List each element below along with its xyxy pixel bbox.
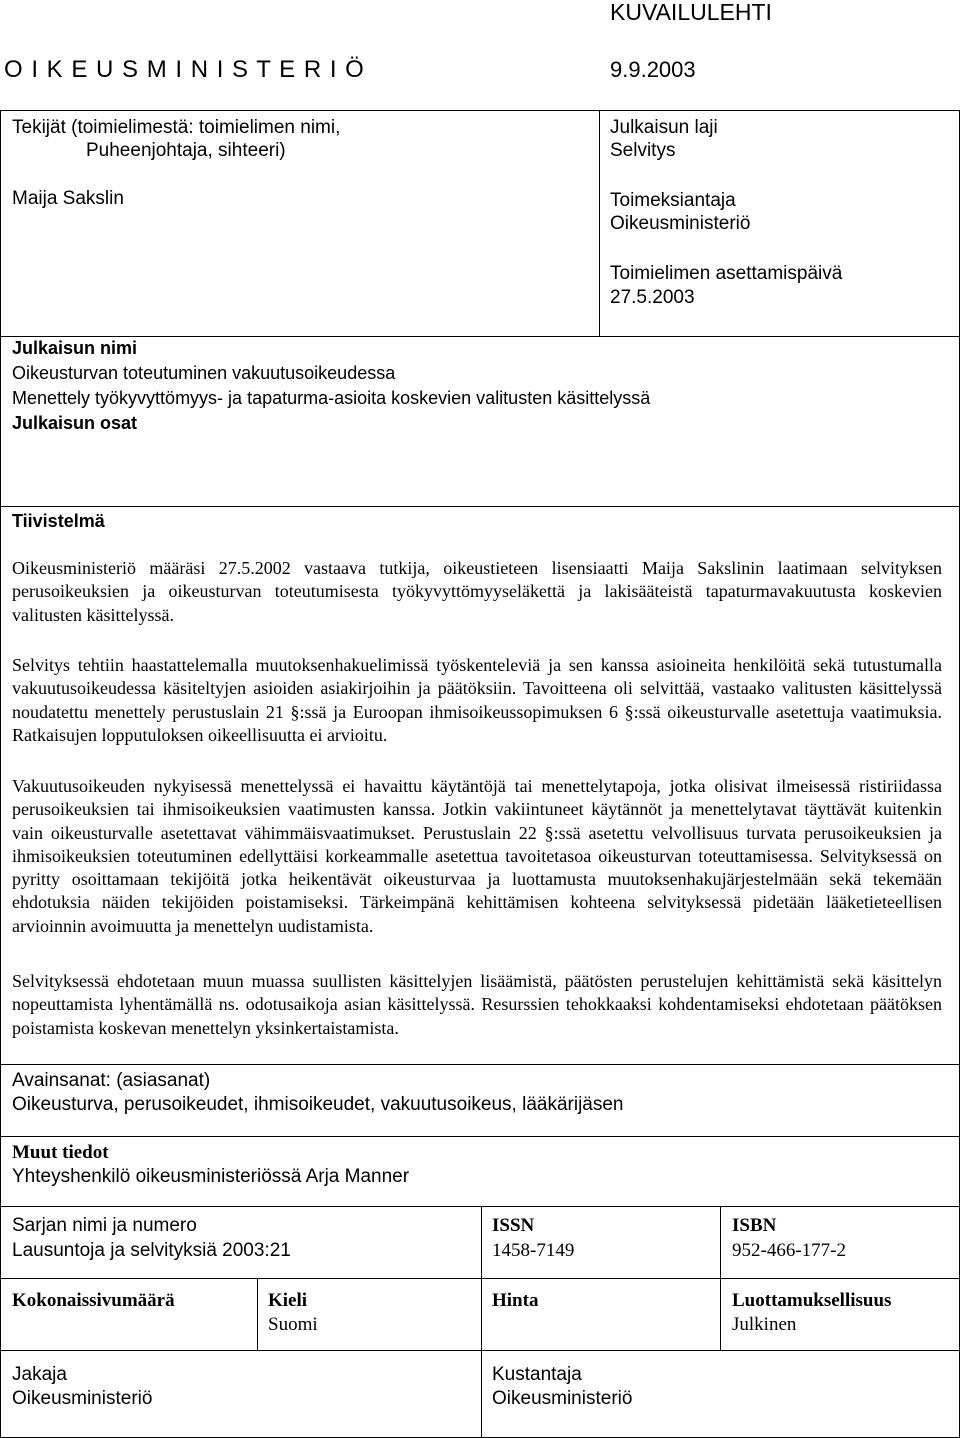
isbn-value: 952-466-177-2 [732,1240,846,1261]
issn-value: 1458-7149 [492,1240,575,1261]
commissioner-label: Toimeksiantaja [610,190,736,211]
doc-type: KUVAILULEHTI [610,0,772,25]
other-info-label: Muut tiedot [12,1142,109,1163]
appointed-value: 27.5.2003 [610,287,695,308]
other-info-value: Yhteyshenkilö oikeusministeriössä Arja Manner [12,1166,410,1187]
series-value: Lausuntoja ja selvityksiä 2003:21 [12,1240,291,1261]
isbn-label: ISBN [732,1215,777,1236]
distributor-label: Jakaja [12,1364,67,1385]
summary-paragraph-4: Selvityksessä ehdotetaan muun muassa suullisten käsittelyjen lisäämistä, päätösten perustelujen kehittämistä sekä käsittelyn nopeuttamista lyhentämällä ns. odotusaikoja asian käsittelyssä. Resurssien tehokkaaksi kohdentamiseksi ehdotetaan päätöksen poistamista koskevan menettelyn yksinkertaistamista. [12,971,942,1038]
summary-paragraph [12,970,942,1040]
publication-type-value: Selvitys [610,140,676,161]
publisher-label: Kustantaja [492,1364,582,1385]
publication-type-label: Julkaisun laji [610,117,718,138]
keywords-value: Oikeusturva, perusoikeudet, ihmisoikeudet, vakuutusoikeus, lääkärijäsen [12,1094,624,1115]
authors-label-line2: Puheenjohtaja, sihteeri) [86,140,286,161]
commissioner-value: Oikeusministeriö [610,213,751,234]
summary-paragraph-1: Oikeusministeriö määräsi 27.5.2002 vastaava tutkija, oikeustieteen lisensiaatti Maija Sakslinin laatimaan selvityksen perusoikeuksien ja oikeusturvan toteutumisesta työkyvyttömyyseläkettä ja lakisääteistä tapaturmavakuutusta koskevien valitusten käsittelyssä. [12,558,942,625]
ministry-name: O I K E U S M I N I S T E R I Ö [4,56,365,83]
keywords-label: Avainsanat: (asiasanat) [12,1070,211,1091]
appointed-label: Toimielimen asettamispäivä [610,263,843,284]
publication-title-line2: Menettely työkyvyttömyys- ja tapaturma-asioita koskevien valitusten käsittelyssä [12,388,651,408]
authors-name: Maija Sakslin [12,188,124,209]
summary-heading: Tiivistelmä [12,511,105,531]
pages-label: Kokonaissivumäärä [12,1290,175,1311]
document-date: 9.9.2003 [610,57,696,82]
confidentiality-label: Luottamuksellisuus [732,1290,892,1311]
language-label: Kieli [268,1290,308,1311]
summary-paragraph [12,557,942,627]
publication-name-label: Julkaisun nimi [12,338,138,358]
authors-label-line1: Tekijät (toimielimestä: toimielimen nimi, [12,117,341,138]
distributor-value: Oikeusministeriö [12,1388,153,1409]
language-value: Suomi [268,1314,318,1335]
summary-paragraph-3: Vakuutusoikeuden nykyisessä menettelyssä ei havaittu käytäntöjä tai menettelytapoja, jotka olisivat ilmeisessä ristiriidassa perusoikeuksien tai ihmisoikeuksien vaatimusten kanssa. Jotkin vakiintuneet käytännöt ja menettelytavat täyttävät kuitenkin vain oikeusturvalle asetettavat vähimmäisvaatimukset. Perustuslain 22 §:ssä asetettu velvollisuus turvata perusoikeuksien ja ihmisoikeuksien toteutuminen edellyttäisi korkeammalle asetettua tavoitetasoa oikeusturvan toteuttamisessa. Selvityksessä on pyritty osoittamaan tekijöitä jotka heikentävät oikeusturvaa ja luottamusta muutoksenhakujärjestelmään sekä tekemään ehdotuksia näiden tekijöiden poistamiseksi. Tärkeimpänä kehittämisen kohteena selvityksessä pidetään lääketieteellisen arvioinnin avoimuutta ja menettelyn uudistamista. [12,776,942,936]
issn-label: ISSN [492,1215,535,1236]
publication-parts-label: Julkaisun osat [12,413,138,433]
summary-paragraph-2: Selvitys tehtiin haastattelemalla muutoksenhakuelimissä työskenteleviä ja sen kanssa asioineita henkilöitä sekä tutustumalla vakuutusoikeudessa käsiteltyjen asioiden asiakirjoihin ja päätöksiin. Tavoitteena oli selvittää, vastaako valitusten käsittelyssä noudatettu menettely perustuslain 21 §:ssä ja Euroopan ihmisoikeussopimuksen 6 §:ssä oikeusturvalle asetettuja vaatimuksia. Ratkaisujen lopputuloksen oikeellisuutta ei arvioitu. [12,655,942,745]
summary-paragraph [12,654,942,747]
publication-title-line1: Oikeusturvan toteutuminen vakuutusoikeudessa [12,363,396,383]
confidentiality-value: Julkinen [732,1314,797,1335]
series-label: Sarjan nimi ja numero [12,1215,197,1236]
publisher-value: Oikeusministeriö [492,1388,633,1409]
summary-paragraph [12,775,942,938]
price-label: Hinta [492,1290,539,1311]
